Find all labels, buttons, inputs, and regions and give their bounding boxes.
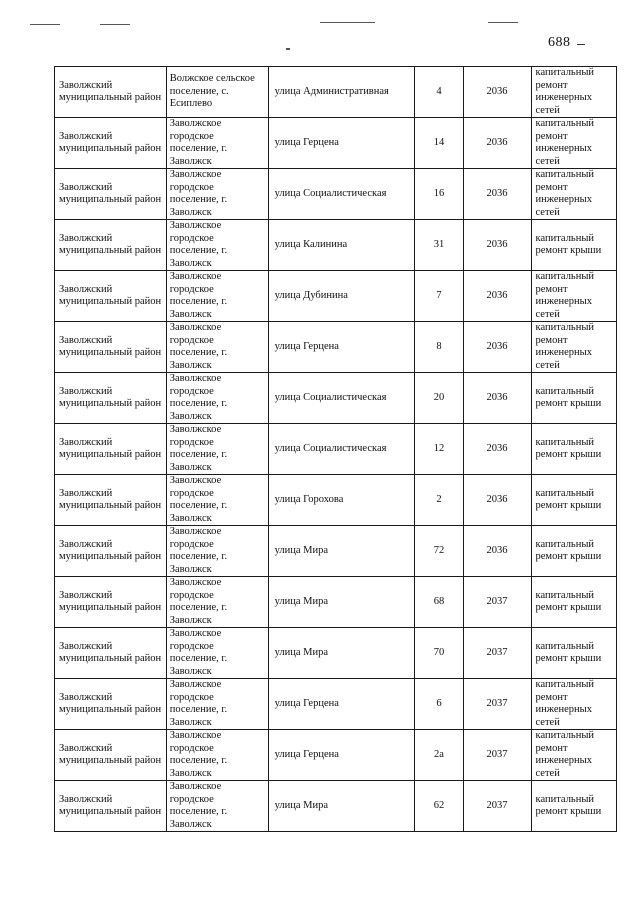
year-cell [463, 679, 531, 730]
street-cell [268, 577, 415, 628]
year-cell-text: 2037 [486, 646, 508, 658]
house-number-cell [415, 169, 463, 220]
street-cell [268, 118, 415, 169]
settlement-cell-text: Заволжское городское поселение, г. Заволжск [169, 271, 228, 320]
house-number-cell-text: 72 [433, 544, 445, 556]
table-row [55, 475, 617, 526]
page-number: 688 [548, 35, 571, 50]
settlement-cell [166, 424, 268, 475]
work-type-cell-text: капитальный ремонт крыши [535, 538, 602, 562]
district-cell [55, 67, 167, 118]
house-number-cell [415, 322, 463, 373]
house-number-cell [415, 730, 463, 781]
work-type-cell-text: капитальный ремонт инженерных сетей [535, 118, 595, 167]
district-cell-text: Заволжский муниципальный район [59, 436, 162, 460]
house-number-cell-text: 7 [436, 289, 442, 301]
table-row [55, 322, 617, 373]
street-cell [268, 169, 415, 220]
work-type-cell-text: капитальный ремонт инженерных сетей [535, 730, 595, 779]
house-number-cell-text: 8 [436, 340, 442, 352]
work-type-cell [531, 169, 616, 220]
table-row [55, 577, 617, 628]
street-cell [268, 220, 415, 271]
year-cell-text: 2037 [486, 748, 508, 760]
settlement-cell-text: Заволжское городское поселение, г. Заволжск [169, 424, 228, 473]
house-number-cell [415, 271, 463, 322]
year-cell [463, 118, 531, 169]
year-cell [463, 373, 531, 424]
year-cell-text: 2037 [486, 595, 508, 607]
settlement-cell [166, 628, 268, 679]
settlement-cell-text: Заволжское городское поселение, г. Заволжск [169, 220, 228, 269]
work-type-cell-text: капитальный ремонт инженерных сетей [535, 67, 595, 116]
settlement-cell-text: Заволжское городское поселение, г. Заволжск [169, 475, 228, 524]
year-cell [463, 526, 531, 577]
settlement-cell [166, 730, 268, 781]
table-row [55, 373, 617, 424]
settlement-cell [166, 322, 268, 373]
district-cell [55, 271, 167, 322]
district-cell [55, 373, 167, 424]
year-cell [463, 730, 531, 781]
year-cell-text: 2036 [486, 442, 508, 454]
street-cell [268, 322, 415, 373]
district-cell-text: Заволжский муниципальный район [59, 742, 162, 766]
settlement-cell-text: Заволжское городское поселение, г. Заволжск [169, 526, 228, 575]
work-type-cell-text: капитальный ремонт крыши [535, 793, 602, 817]
work-type-cell [531, 526, 616, 577]
year-cell-text: 2036 [486, 340, 508, 352]
street-cell [268, 628, 415, 679]
table-row [55, 781, 617, 832]
district-cell [55, 220, 167, 271]
work-type-cell [531, 220, 616, 271]
year-cell [463, 577, 531, 628]
settlement-cell [166, 271, 268, 322]
table-row [55, 220, 617, 271]
work-type-cell-text: капитальный ремонт инженерных сетей [535, 169, 595, 218]
district-cell-text: Заволжский муниципальный район [59, 538, 162, 562]
street-cell [268, 526, 415, 577]
street-cell-text: улица Мира [274, 595, 329, 607]
district-cell-text: Заволжский муниципальный район [59, 589, 162, 613]
district-cell-text: Заволжский муниципальный район [59, 283, 162, 307]
house-number-cell [415, 424, 463, 475]
district-cell-text: Заволжский муниципальный район [59, 334, 162, 358]
settlement-cell-text: Заволжское городское поселение, г. Заволжск [169, 679, 228, 728]
settlement-cell [166, 118, 268, 169]
settlement-cell [166, 679, 268, 730]
work-type-cell [531, 424, 616, 475]
year-cell-text: 2037 [486, 697, 508, 709]
house-number-cell-text: 2а [434, 748, 444, 760]
house-number-cell-text: 2 [436, 493, 442, 505]
work-type-cell [531, 67, 616, 118]
settlement-cell-text: Заволжское городское поселение, г. Заволжск [169, 322, 228, 371]
house-number-cell-text: 70 [433, 646, 445, 658]
settlement-cell [166, 526, 268, 577]
work-type-cell-text: капитальный ремонт крыши [535, 232, 602, 256]
street-cell-text: улица Административная [274, 85, 389, 97]
house-number-cell-text: 20 [433, 391, 445, 403]
year-cell-text: 2036 [486, 391, 508, 403]
house-number-cell [415, 628, 463, 679]
house-number-cell-text: 6 [436, 697, 442, 709]
settlement-cell-text: Заволжское городское поселение, г. Заволжск [169, 169, 228, 218]
house-number-cell [415, 781, 463, 832]
street-cell [268, 781, 415, 832]
table-row [55, 730, 617, 781]
house-number-cell-text: 4 [436, 85, 442, 97]
table-row [55, 628, 617, 679]
street-cell-text: улица Мира [274, 544, 329, 556]
district-cell [55, 577, 167, 628]
work-type-cell [531, 730, 616, 781]
settlement-cell-text: Заволжское городское поселение, г. Заволжск [169, 781, 228, 830]
house-number-cell [415, 118, 463, 169]
work-type-cell-text: капитальный ремонт инженерных сетей [535, 322, 595, 371]
house-number-cell [415, 220, 463, 271]
year-cell-text: 2036 [486, 289, 508, 301]
work-type-cell-text: капитальный ремонт крыши [535, 640, 602, 664]
street-cell [268, 679, 415, 730]
settlement-cell [166, 577, 268, 628]
year-cell [463, 271, 531, 322]
house-number-cell [415, 67, 463, 118]
street-cell-text: улица Дубинина [274, 289, 348, 301]
house-number-cell [415, 526, 463, 577]
house-number-cell [415, 475, 463, 526]
street-cell [268, 730, 415, 781]
work-type-cell [531, 118, 616, 169]
settlement-cell-text: Волжское сельское поселение, с. Есиплево [169, 73, 255, 110]
work-type-cell [531, 628, 616, 679]
house-number-cell-text: 12 [433, 442, 445, 454]
district-cell [55, 526, 167, 577]
settlement-cell-text: Заволжское городское поселение, г. Заволжск [169, 730, 228, 779]
street-cell-text: улица Горохова [274, 493, 344, 505]
district-cell-text: Заволжский муниципальный район [59, 181, 162, 205]
table-row [55, 424, 617, 475]
year-cell-text: 2036 [486, 493, 508, 505]
district-cell [55, 322, 167, 373]
table-row [55, 67, 617, 118]
street-cell-text: улица Мира [274, 646, 329, 658]
district-cell [55, 424, 167, 475]
street-cell-text: улица Калинина [274, 238, 348, 250]
year-cell [463, 781, 531, 832]
house-number-cell [415, 577, 463, 628]
work-type-cell-text: капитальный ремонт крыши [535, 487, 602, 511]
settlement-cell [166, 67, 268, 118]
district-cell [55, 679, 167, 730]
work-type-cell [531, 322, 616, 373]
house-number-cell-text: 14 [433, 136, 445, 148]
district-cell [55, 628, 167, 679]
year-cell [463, 628, 531, 679]
year-cell-text: 2036 [486, 136, 508, 148]
street-cell-text: улица Герцена [274, 136, 339, 148]
work-type-cell-text: капитальный ремонт крыши [535, 436, 602, 460]
work-type-cell [531, 781, 616, 832]
district-cell [55, 475, 167, 526]
house-number-cell [415, 679, 463, 730]
house-number-cell [415, 373, 463, 424]
work-type-cell [531, 475, 616, 526]
year-cell-text: 2036 [486, 238, 508, 250]
district-cell-text: Заволжский муниципальный район [59, 691, 162, 715]
work-type-cell-text: капитальный ремонт инженерных сетей [535, 271, 595, 320]
district-cell-text: Заволжский муниципальный район [59, 793, 162, 817]
street-cell-text: улица Герцена [274, 748, 339, 760]
settlement-cell-text: Заволжское городское поселение, г. Заволжск [169, 118, 228, 167]
street-cell [268, 373, 415, 424]
district-cell-text: Заволжский муниципальный район [59, 487, 162, 511]
street-cell [268, 271, 415, 322]
work-type-cell-text: капитальный ремонт крыши [535, 385, 602, 409]
street-cell-text: улица Мира [274, 799, 329, 811]
year-cell-text: 2037 [486, 799, 508, 811]
street-cell-text: улица Герцена [274, 340, 339, 352]
settlement-cell-text: Заволжское городское поселение, г. Заволжск [169, 373, 228, 422]
year-cell [463, 220, 531, 271]
district-cell-text: Заволжский муниципальный район [59, 79, 162, 103]
settlement-cell-text: Заволжское городское поселение, г. Заволжск [169, 577, 228, 626]
street-cell-text: улица Герцена [274, 697, 339, 709]
work-type-cell [531, 577, 616, 628]
settlement-cell [166, 781, 268, 832]
work-type-cell-text: капитальный ремонт инженерных сетей [535, 679, 595, 728]
district-cell-text: Заволжский муниципальный район [59, 640, 162, 664]
year-cell-text: 2036 [486, 544, 508, 556]
district-cell [55, 781, 167, 832]
year-cell-text: 2036 [486, 85, 508, 97]
district-cell-text: Заволжский муниципальный район [59, 232, 162, 256]
table-row [55, 679, 617, 730]
district-cell-text: Заволжский муниципальный район [59, 130, 162, 154]
street-cell-text: улица Социалистическая [274, 391, 387, 403]
district-cell [55, 169, 167, 220]
work-type-cell [531, 373, 616, 424]
year-cell [463, 169, 531, 220]
house-number-cell-text: 68 [433, 595, 445, 607]
house-number-cell-text: 62 [433, 799, 445, 811]
scan-artifacts [0, 18, 640, 58]
house-number-cell-text: 16 [433, 187, 445, 199]
settlement-cell [166, 475, 268, 526]
settlement-cell [166, 220, 268, 271]
housing-repair-table [54, 66, 617, 832]
district-cell [55, 118, 167, 169]
work-type-cell [531, 679, 616, 730]
district-cell-text: Заволжский муниципальный район [59, 385, 162, 409]
year-cell-text: 2036 [486, 187, 508, 199]
year-cell [463, 67, 531, 118]
street-cell-text: улица Социалистическая [274, 442, 387, 454]
year-cell [463, 322, 531, 373]
street-cell [268, 475, 415, 526]
street-cell [268, 67, 415, 118]
settlement-cell [166, 169, 268, 220]
street-cell [268, 424, 415, 475]
table-row [55, 271, 617, 322]
settlement-cell-text: Заволжское городское поселение, г. Заволжск [169, 628, 228, 677]
table-row [55, 169, 617, 220]
settlement-cell [166, 373, 268, 424]
work-type-cell-text: капитальный ремонт крыши [535, 589, 602, 613]
year-cell [463, 424, 531, 475]
house-number-cell-text: 31 [433, 238, 445, 250]
street-cell-text: улица Социалистическая [274, 187, 387, 199]
table-row [55, 118, 617, 169]
year-cell [463, 475, 531, 526]
district-cell [55, 730, 167, 781]
table-row [55, 526, 617, 577]
work-type-cell [531, 271, 616, 322]
page-number-dash [577, 44, 585, 45]
